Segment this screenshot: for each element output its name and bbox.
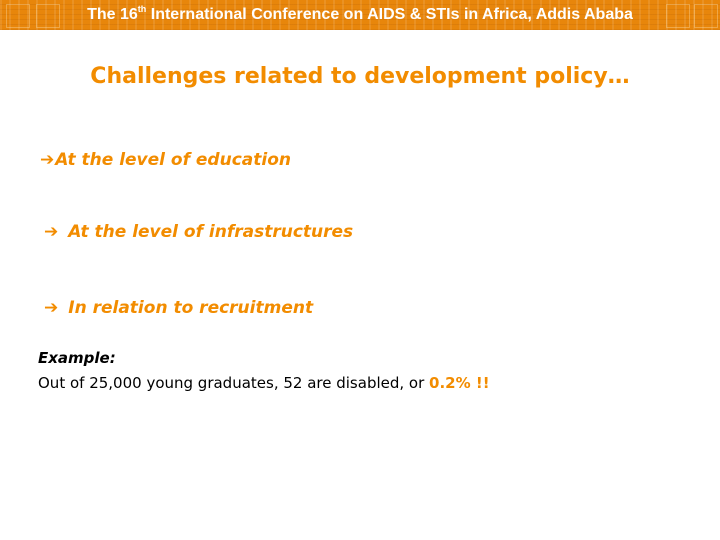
bullet-label: At the level of education <box>55 150 291 170</box>
example-body: Out of 25,000 young graduates, 52 are disabled, or <box>38 374 430 392</box>
bullet-education <box>40 148 291 172</box>
arrow-right-icon: ➔ <box>40 150 55 170</box>
example-label: Example: <box>38 349 116 367</box>
bullet-recruitment <box>44 296 313 320</box>
slide-title: Challenges related to development policy… <box>90 64 630 89</box>
banner-title-superscript: th <box>137 3 147 14</box>
banner-title-suffix: International Conference on AIDS & STIs in Africa, Addis Ababa <box>146 6 633 23</box>
conference-banner <box>0 0 720 30</box>
bullet-infrastructures <box>44 220 353 244</box>
arrow-right-icon: ➔ <box>44 298 59 318</box>
banner-title <box>0 5 720 25</box>
banner-title-prefix: The 16 <box>87 6 138 23</box>
example-highlight: 0.2% !! <box>429 374 490 392</box>
bullet-label: At the level of infrastructures <box>68 222 354 242</box>
example-text <box>38 372 490 394</box>
arrow-right-icon: ➔ <box>44 222 59 242</box>
bullet-label: In relation to recruitment <box>68 298 314 318</box>
